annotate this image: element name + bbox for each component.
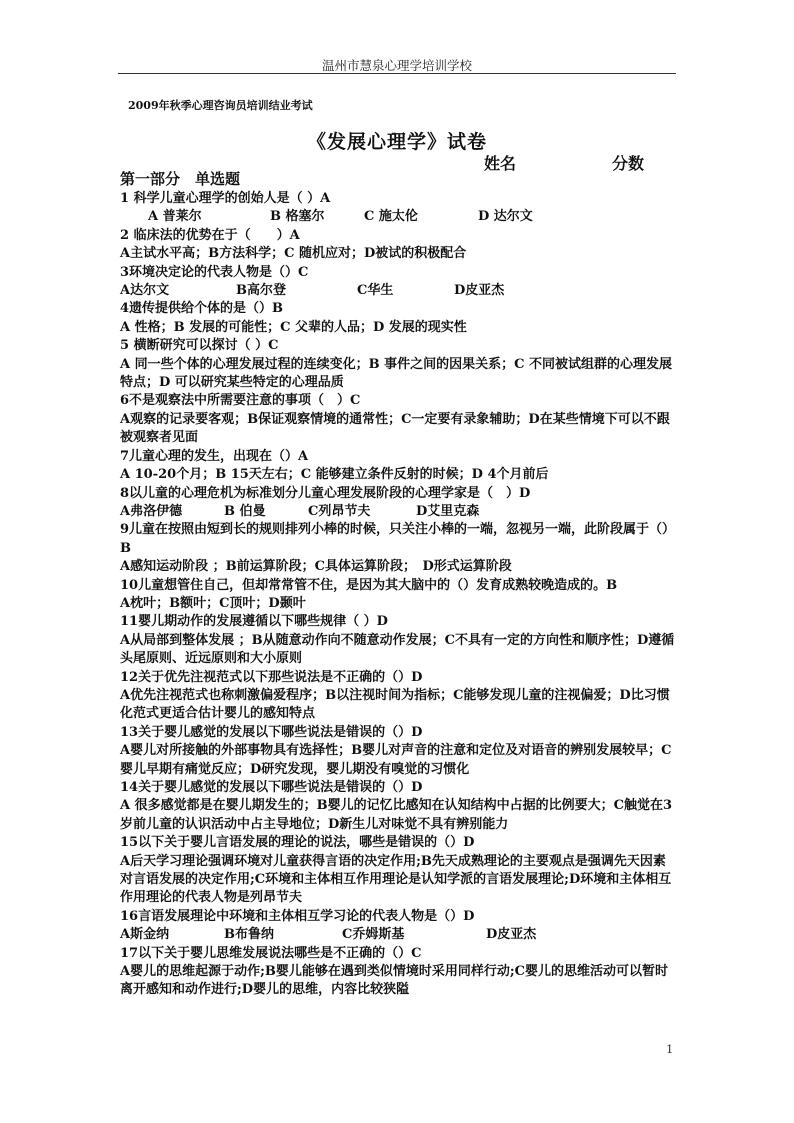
question-options: A观察的记录要客观；B保证观察情境的通常性；C一定要有录象辅助；D在某些情境下可以不跟被观察者见面 [120,411,670,446]
question-stem: 16言语发展理论中环境和主体相互学习论的代表人物是（）D [120,908,475,924]
question-stem: 3环境决定论的代表人物是（）C [120,264,309,280]
question-options: A 同一些个体的心理发展过程的连续变化；B 事件之间的因果关系；C 不同被试组群的心理发展特点；D 可以研究某些特定的心理品质 [120,356,672,391]
page-number: 1 [666,1042,674,1056]
option: A斯金纳 [120,927,170,943]
question-stem: 17以下关于婴儿思维发展说法哪些是不正确的（）C [120,945,422,961]
header-divider [118,73,676,74]
question-stem: 5 横断研究可以探讨（ ）C [120,338,279,354]
question-options [120,503,678,521]
question-stem: 10儿童想管住自己，但却常常管不住，是因为其大脑中的（）发育成熟较晚造成的。B [120,577,618,593]
question-options: A主试水平高；B方法科学；C 随机应对；D被试的积极配合 [120,246,467,262]
question-list [120,169,678,1000]
question-options: A婴儿的思维起源于动作;B婴儿能够在遇到类似情境时采用同样行动;C婴儿的思维活动可以暂时离开感知和动作进行;D婴儿的思维，内容比较狭隘 [120,964,669,998]
option: C乔姆斯基 [342,927,405,943]
option: D皮亚杰 [454,283,505,299]
option: D皮亚杰 [486,927,537,943]
question-options: A 10-20个月；B 15天左右；C 能够建立条件反射的时候；D 4个月前后 [120,467,549,483]
question-options: A优先注视范式也称刺激偏爱程序；B以注视时间为指标；C能够发现儿童的注视偏爱；D比习惯化范式更适合估计婴儿的感知特点 [120,687,670,722]
question-stem: 1 科学儿童心理学的创始人是（ ）A [120,191,331,206]
option: A达尔文 [120,283,170,299]
option: C 施太伦 [364,209,418,225]
option: A 普莱尔 [148,209,202,225]
section-title: 第一部分 单选题 [120,170,241,188]
option: B布鲁纳 [224,927,274,943]
option: D艾里克森 [416,503,480,519]
option: B高尔登 [236,283,286,299]
question-stem: 12关于优先注视范式以下那些说法是不正确的（）D [120,669,423,685]
question-options [120,926,678,944]
question-stem: 4遗传提供给个体的是（）B [120,301,284,317]
question-stem: 9儿童在按照由短到长的规则排列小棒的时候，只关注小棒的一端，忽视另一端，此阶段属于（）B [120,522,676,556]
question-stem: 15以下关于婴儿言语发展的理论的说法，哪些是错误的（）D [120,835,475,851]
option: D 达尔文 [478,209,533,225]
option: C列昂节夫 [308,503,371,519]
option: A弗洛伊德 [120,503,183,519]
question-stem: 7儿童心理的发生，出现在（）A [120,448,309,464]
question-stem: 13关于婴儿感觉的发展以下哪些说法是错误的（）D [120,724,423,740]
score-label: 分数 [612,154,645,173]
question-stem: 8以儿童的心理危机为标准划分儿童心理发展阶段的心理学家是（ ）D [120,485,531,501]
question-stem: 6不是观察法中所需要注意的事项（ ）C [120,393,361,409]
question-stem: 2 临床法的优势在于（ ）A [120,227,300,243]
question-options: A 很多感觉都是在婴儿期发生的；B婴儿的记忆比感知在认知结构中占据的比例要大；C触觉在3岁前儿童的认识活动中占主导地位；D新生儿对味觉不具有辨别能力 [120,798,672,832]
paper-title: 《发展心理学》试卷 [306,131,487,153]
question-options: A婴儿对所接触的外部事物具有选择性；B婴儿对声音的注意和定位及对语音的辨别发展较早；C婴儿早期有痛觉反应；D研究发现，婴儿期没有嗅觉的习惯化 [120,743,672,777]
question-options: A枕叶；B额叶；C顶叶；D颞叶 [120,595,306,611]
question-options: A 性格；B 发展的可能性；C 父辈的人品；D 发展的现实性 [120,319,467,335]
question-options: A从局部到整体发展 ；B从随意动作向不随意动作发展；C不具有一定的方向性和顺序性；D遵循头尾原则、近远原则和大小原则 [120,632,675,667]
option: B 格塞尔 [270,209,325,225]
question-stem: 11婴儿期动作的发展遵循以下哪些规律（ ）D [120,614,388,630]
question-options [120,282,678,300]
page-header-school: 温州市慧泉心理学培训学校 [321,58,472,73]
question-options: A后天学习理论强调环境对儿童获得言语的决定作用;B先天成熟理论的主要观点是强调先天因素对言语发展的决定作用;C环境和主体相互作用理论是认知学派的言语发展理论;D环境和主体相互作用理论的代表人物是列昂节夫 [120,853,672,906]
exam-name: 2009年秋季心理咨询员培训结业考试 [128,99,313,112]
question-stem: 14关于婴儿感觉的发展以下哪些说法是错误的（）D [120,780,423,795]
option: C华生 [357,283,394,299]
name-label: 姓名 [484,154,517,173]
question-options: A感知运动阶段 ；B前运算阶段；C具体运算阶段； D形式运算阶段 [120,559,512,575]
option: B 伯曼 [224,503,266,519]
question-options [120,208,678,226]
